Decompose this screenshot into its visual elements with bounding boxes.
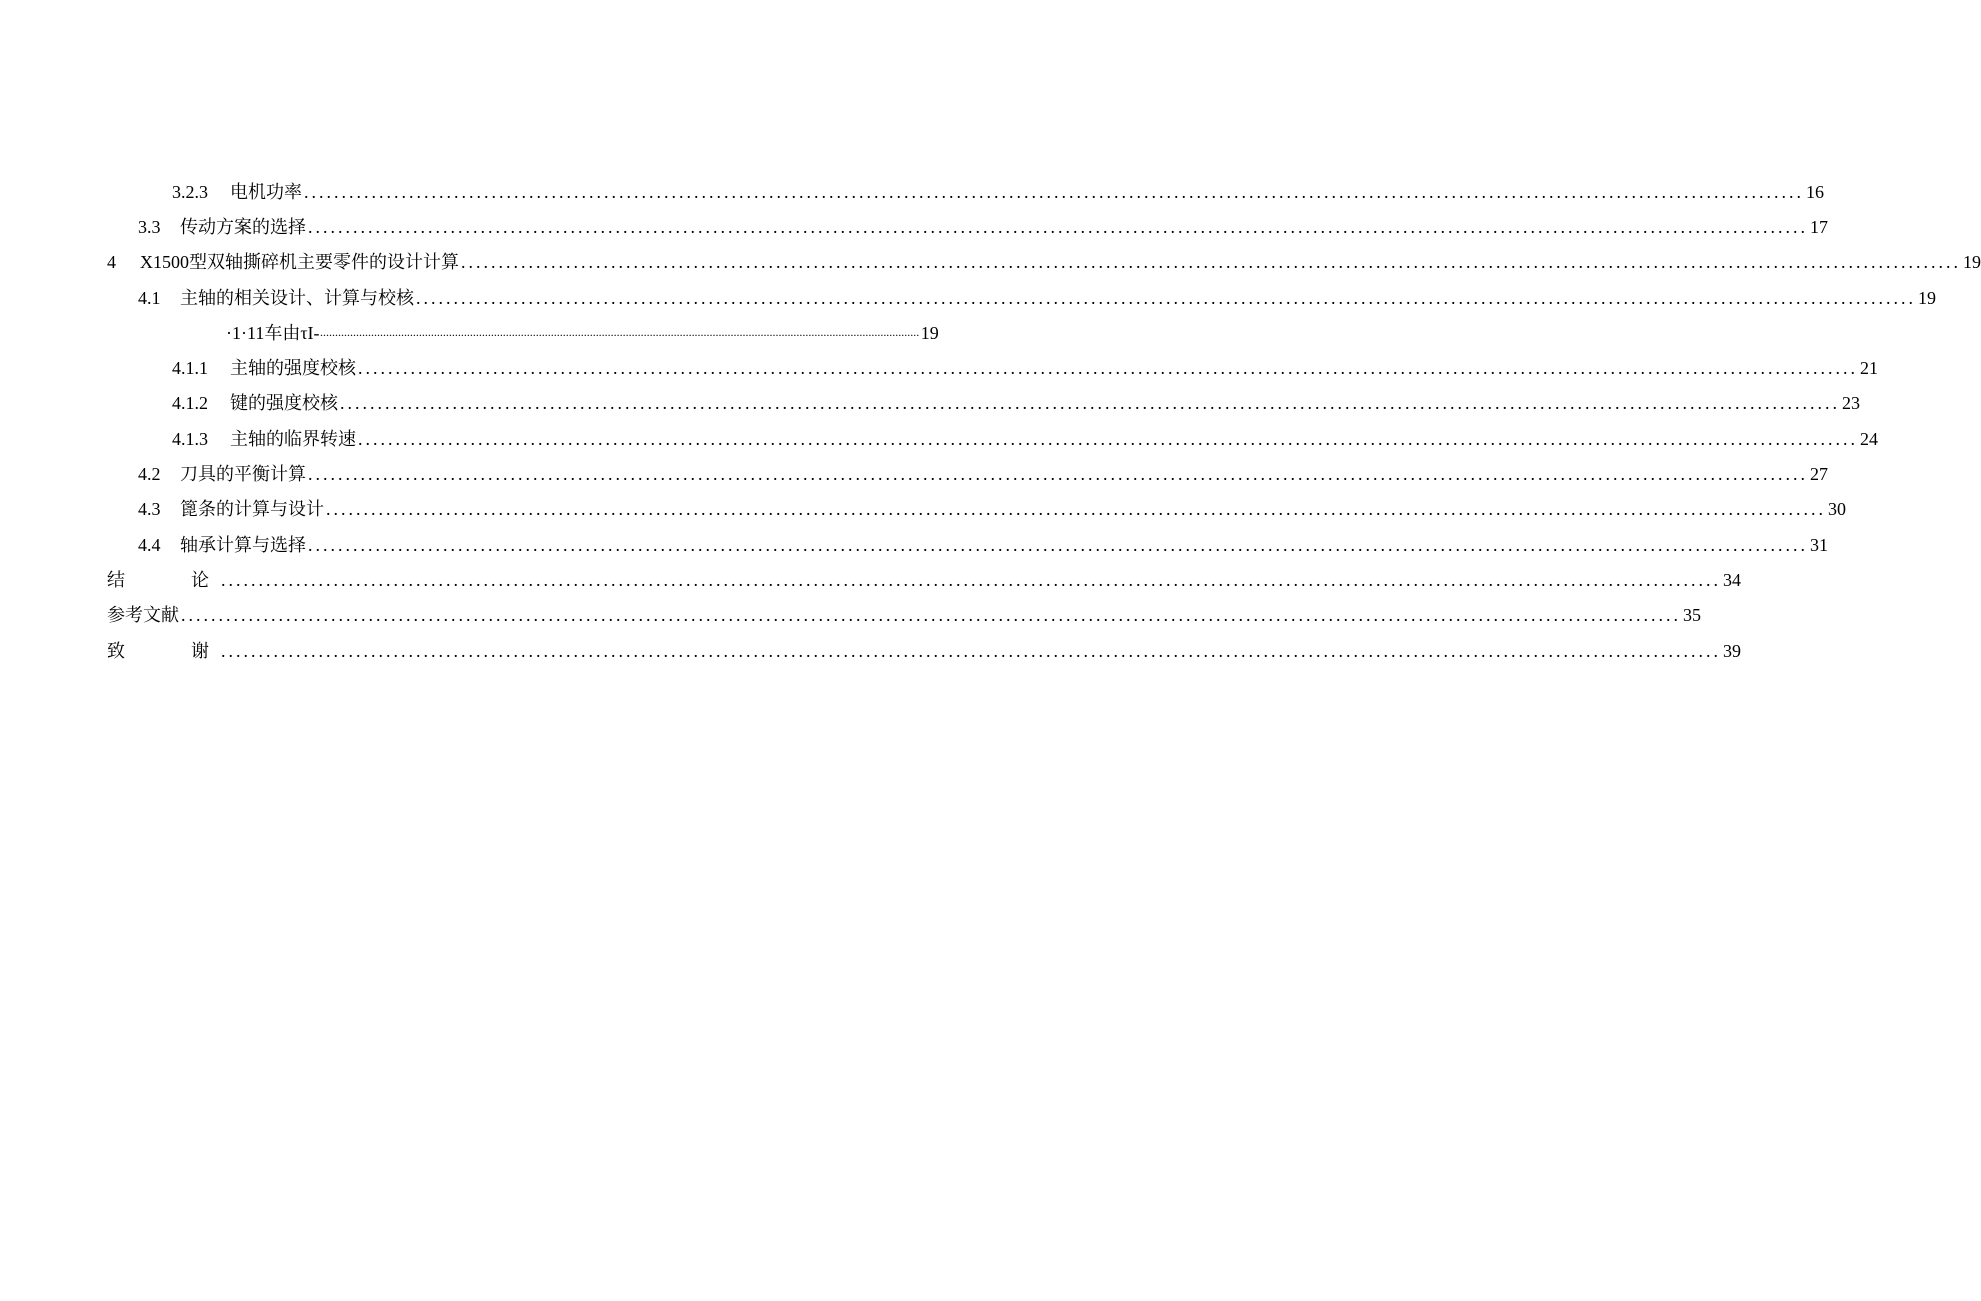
toc-entry-page: 23 [1842,393,1860,413]
toc-entry-title: 主轴的强度校核 [230,358,356,378]
toc-entry-page: 27 [1810,464,1828,484]
toc-leader-dots: ........................................................................................................................................................................................................ [461,252,1961,272]
toc-entry-number: 4.2 [138,464,161,484]
toc-entry-title: 传动方案的选择 [180,217,306,237]
toc-entry-title: 参考文献 [107,605,179,625]
toc-entry[interactable] [107,567,1741,593]
toc-leader-dots: ........................................................................................................................................................................................................ [326,499,1826,519]
toc-entry-title: ·1·11车由τI- [226,323,320,343]
toc-entry-number: 4.1.1 [172,358,208,378]
toc-entry-number: 4.1.2 [172,393,208,413]
toc-leader-dots: ........................................................................................................................................................................................................ [358,358,1858,378]
toc-leader-dots: ........................................................................................................................................................................................................ [181,605,1681,625]
toc-entry-number: 3.2.3 [172,182,208,202]
toc-entry-title: 篦条的计算与设计 [180,499,324,519]
toc-entry-title: X1500型双轴撕碎机主要零件的设计计算 [140,252,459,272]
toc-leader-dots: ........................................................................................................................................................................................................ [221,570,1721,590]
toc-entry[interactable] [172,390,1860,416]
toc-entry[interactable] [138,532,1828,558]
toc-entry-title: 致 谢 [107,641,219,661]
toc-entry-page: 19 [1918,288,1936,308]
toc-entry-page: 19 [920,323,939,343]
toc-entry-title: 键的强度校核 [230,393,338,413]
toc-entry[interactable] [138,496,1846,522]
toc-entry-title: 结 论 [107,570,219,590]
toc-leader-dots: ........................................................................................................................................................................................................ [308,535,1808,555]
toc-entry-number: 4.3 [138,499,161,519]
toc-entry-page: 31 [1810,535,1828,555]
toc-leader-dots: ........................................................................................................................................................................................................ [340,393,1840,413]
toc-entry[interactable] [172,426,1878,452]
toc-entry-page: 34 [1723,570,1741,590]
toc-entry[interactable] [107,602,1701,628]
toc-leader-dots: ........................................................................................................................................................................................................ [308,217,1808,237]
toc-entry-number: 4.1.3 [172,429,208,449]
toc-entry[interactable] [107,249,1981,275]
toc-leader-dots: ........................................................................................................................................................................................................ [358,429,1858,449]
toc-entry-title: 主轴的临界转速 [230,429,356,449]
toc-entry[interactable] [138,214,1828,240]
toc-entry-page: 17 [1810,217,1828,237]
toc-leader-dots: ........................................................................................................................................................................................................ [304,182,1804,202]
toc-leader-dots: ........................................................................................................................................................................................................ [308,464,1808,484]
toc-entry-page: 30 [1828,499,1846,519]
toc-entry[interactable] [107,638,1741,664]
toc-leader-dots: ........................................................................................................................................................................................................ [221,641,1721,661]
toc-entry-page: 24 [1860,429,1878,449]
toc-entry-page: 21 [1860,358,1878,378]
toc-entry-title: 刀具的平衡计算 [180,464,306,484]
toc-entry[interactable] [226,320,939,346]
toc-entry-page: 39 [1723,641,1741,661]
toc-leader-dots: ........................................................................................................................................................................................................ [416,288,1916,308]
toc-entry[interactable] [172,355,1878,381]
toc-entry[interactable] [138,461,1828,487]
toc-entry-page: 16 [1806,182,1824,202]
toc-entry[interactable] [172,179,1824,205]
toc-entry-number: 3.3 [138,217,161,237]
toc-entry-number: 4.4 [138,535,161,555]
toc-leader-dots: ········································································································································································································ [319,328,919,342]
toc-entry-page: 35 [1683,605,1701,625]
toc-entry-page: 19 [1963,252,1981,272]
toc-entry-title: 电机功率 [230,182,302,202]
toc-entry-number: 4 [107,252,116,272]
toc-entry-title: 轴承计算与选择 [180,535,306,555]
toc-entry-title: 主轴的相关设计、计算与校核 [180,288,414,308]
toc-entry[interactable] [138,285,1936,311]
toc-entry-number: 4.1 [138,288,161,308]
